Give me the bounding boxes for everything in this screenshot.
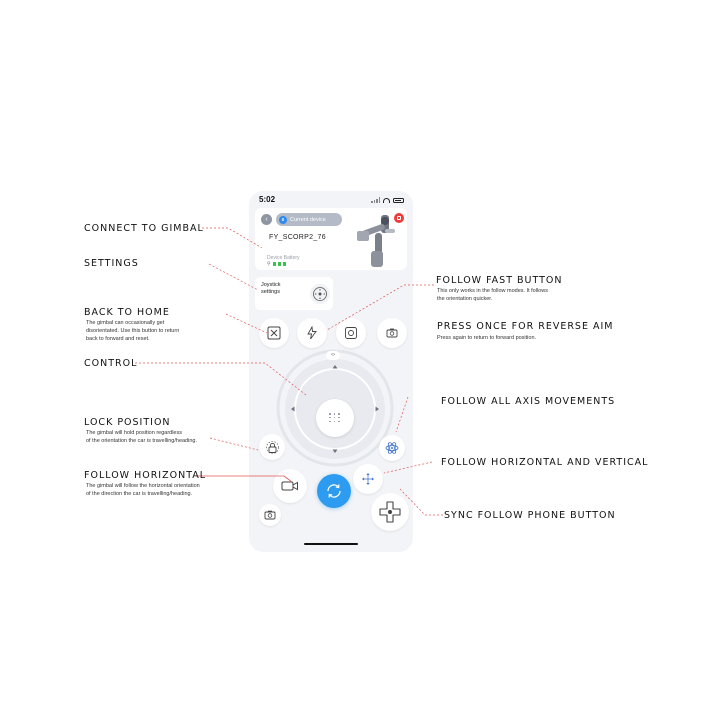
joystick-settings-label: Joystick settings [261,282,281,295]
annotation-lock-title: LOCK POSITION [84,417,171,428]
gamepad-icon [378,500,402,524]
camera-icon [264,509,276,521]
phone-screen [249,191,413,552]
follow-all-axis-button[interactable] [379,435,405,461]
device-battery-indicator [267,261,286,267]
device-card [255,208,407,270]
at-target-icon [344,326,358,340]
bluetooth-icon: ʙ [279,216,287,224]
collapse-handle[interactable]: ‹› [326,351,340,360]
grip-dots-icon [329,413,341,423]
annotation-back-home-title: BACK TO HOME [84,307,170,318]
sync-follow-phone-button[interactable] [371,493,409,531]
lightning-icon [305,326,319,340]
status-time: 5:02 [259,195,276,204]
lock-icon [266,441,279,454]
back-to-home-button[interactable] [259,318,289,348]
lock-position-button[interactable] [259,434,285,460]
battery-status-icon: ⚲ [267,261,271,267]
annotation-control-title: CONTROL [84,358,138,369]
annotation-lock-desc: The gimbal will hold position regardless of the orientation the car is travelling/heading. [86,430,197,444]
rotate-camera-icon [385,326,399,340]
battery-icon [393,198,404,203]
device-name: FY_SCORP2_76 [269,234,326,241]
recenter-icon [267,326,281,340]
annotation-follow-all-title: FOLLOW ALL AXIS MOVEMENTS [441,396,616,407]
pan-tilt-icon [360,471,376,487]
annotation-reverse-aim-title: PRESS ONCE FOR REVERSE AIM [437,321,614,332]
annotation-follow-hv-title: FOLLOW HORIZONTAL AND VERTICAL [441,457,649,468]
annotation-follow-fast-desc: This only works in the follow modes. It follows the orientation quicker. [437,288,548,302]
reverse-aim-button[interactable] [377,318,407,348]
joystick-icon[interactable] [310,284,330,304]
record-button[interactable] [317,474,351,508]
annotation-follow-fast-title: FOLLOW FAST BUTTON [436,275,563,286]
annotation-connect-title: CONNECT TO GIMBAL [84,223,204,234]
current-device-pill[interactable] [276,213,342,226]
annotation-settings-title: SETTINGS [84,258,139,269]
tracking-button[interactable] [336,318,366,348]
annotation-follow-horizontal-desc: The gimbal will follow the horizontal orientation of the direction the car is travelling/heading. [86,483,200,497]
device-battery-label: Device Battery [267,255,300,261]
status-icons [371,197,404,203]
annotation-sync-phone-title: SYNC FOLLOW PHONE BUTTON [444,510,616,521]
video-camera-icon [281,479,299,493]
disconnect-icon[interactable] [394,213,404,223]
joystick-settings-card[interactable] [255,277,333,310]
back-button[interactable]: ‹ [261,214,272,225]
joystick-thumb[interactable] [316,399,354,437]
camera-mode-button[interactable] [259,504,281,526]
annotation-reverse-aim-desc: Press again to return to forward position. [437,335,537,341]
current-device-label: Current device [290,216,326,223]
follow-horizontal-vertical-button[interactable] [353,464,383,494]
signal-icon [371,197,380,203]
annotation-follow-horizontal-title: FOLLOW HORIZONTAL [84,470,207,481]
all-axis-icon [385,441,399,455]
annotation-back-home-desc: The gimbal can occasionally get disorientated. Use this button to return back to forward and reset. [86,320,180,342]
follow-horizontal-button[interactable] [273,469,307,503]
wifi-icon [383,198,390,203]
refresh-arrows-icon [317,474,351,508]
home-indicator [304,543,358,545]
follow-fast-button[interactable] [297,318,327,348]
